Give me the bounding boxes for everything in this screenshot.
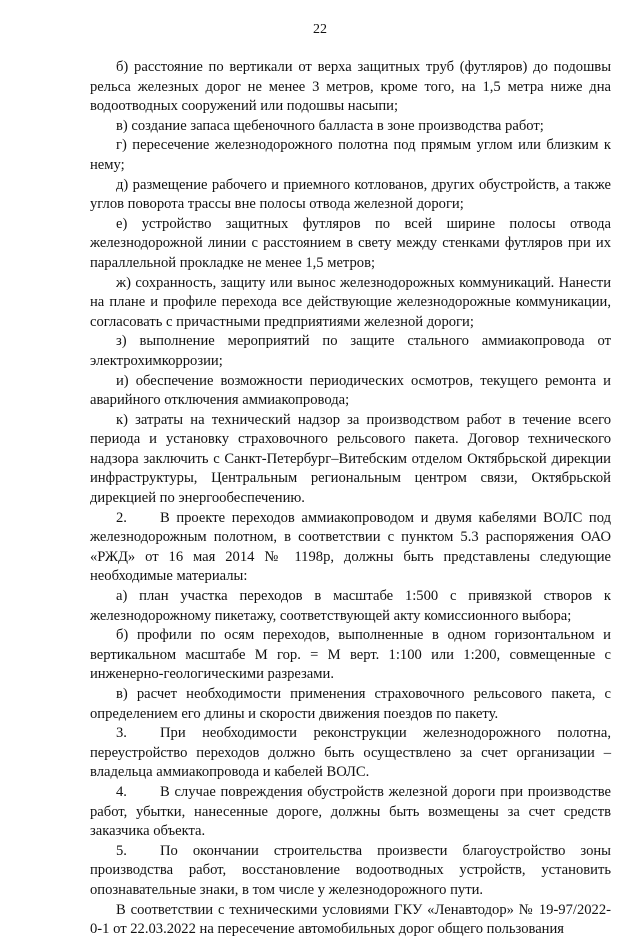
paragraph-number: 2. xyxy=(116,509,127,526)
paragraph-2-project-materials xyxy=(90,509,611,587)
paragraph-text: д) размещение рабочего и приемного котлованов, других обустройств, а также углов поворота трассы вне полосы отвода железной дороги; xyxy=(90,176,611,213)
paragraph-text: в) создание запаса щебеночного балласта в зоне производства работ; xyxy=(116,117,544,134)
paragraph-e-casings xyxy=(90,215,611,274)
paragraph-b-vertical-distance xyxy=(90,58,611,117)
paragraph-v-ballast xyxy=(90,117,611,137)
paragraph-number: 4. xyxy=(116,783,127,800)
paragraph-d-pits xyxy=(90,176,611,215)
paragraph-text: В случае повреждения обустройств железной дороги при производстве работ, убытки, нанесенные дороге, должны быть возмещены за счет средств заказчика объекта. xyxy=(90,783,611,840)
paragraph-5-landscaping xyxy=(90,842,611,901)
page-number: 22 xyxy=(313,22,327,37)
paragraph-number: 5. xyxy=(116,842,127,859)
paragraph-lenavtodor-conditions xyxy=(90,901,611,940)
paragraph-4-damage xyxy=(90,783,611,842)
paragraph-text: б) профили по осям переходов, выполненные в одном горизонтальном и вертикальном масштабе М гор. = М верт. 1:100 или 1:200, совмещенные с инженерно-геологическими разрезами. xyxy=(90,627,611,683)
paragraph-g-crossing-angle xyxy=(90,136,611,175)
paragraph-text: При необходимости реконструкции железнодорожного полотна, переустройство переходов должно быть осуществлено за счет организации – владельца аммиакопровода и кабелей ВОЛС. xyxy=(90,725,611,781)
paragraph-text: В проекте переходов аммиакопроводом и двумя кабелями ВОЛС под железнодорожным полотном, в соответствии с пунктом 5.3 распоряжения ОАО «РЖД» от 16 мая 2014 № 1198р, должны быть представлены следующие необходимые материалы: xyxy=(90,509,611,585)
paragraph-text: в) расчет необходимости применения страховочного рельсового пакета, с определением его длины и скорости движения поездов по пакету. xyxy=(90,686,611,722)
paragraph-number: 3. xyxy=(116,725,127,742)
paragraph-zh-communications xyxy=(90,274,611,333)
paragraph-text: В соответствии с техническими условиями ГКУ «Ленавтодор» № 19-97/2022-0-1 от 22.03.2022 на пересечение автомобильных дорог общего пользования xyxy=(90,901,611,938)
paragraph-text: з) выполнение мероприятий по защите стального аммиакопровода от электрохимкоррозии; xyxy=(90,333,611,369)
paragraph-b-profiles xyxy=(90,626,611,685)
paragraph-text: б) расстояние по вертикали от верха защитных труб (футляров) до подошвы рельса железных дорог не менее 3 метров, кроме того, на 1,5 метра ниже дна водоотводных сооружений или подошвы насыпи; xyxy=(90,59,611,115)
paragraph-z-corrosion xyxy=(90,332,611,371)
paragraph-text: е) устройство защитных футляров по всей ширине полосы отвода железнодорожной линии с расстоянием в свету между стенками футляров при их параллельной прокладке не менее 1,5 метров; xyxy=(90,215,611,271)
paragraph-a-site-plan xyxy=(90,587,611,626)
paragraph-3-reconstruction xyxy=(90,724,611,783)
paragraph-v-rail-package xyxy=(90,685,611,724)
paragraph-text: к) затраты на технический надзор за производством работ в течение всего периода и установку страховочного рельсового пакета. Договор технического надзора заключить с Санкт-Петербург–Витебским отделом Октябрьской дирекции инфраструктуры, Центральным региональным центром связи, Октябрьской дирекцией по энергообеспечению. xyxy=(90,411,611,507)
paragraph-k-supervision xyxy=(90,411,611,509)
paragraph-text: а) план участка переходов в масштабе 1:500 с привязкой створов к железнодорожному пикетажу, соответствующей акту комиссионного выбора; xyxy=(90,588,611,624)
paragraph-text: г) пересечение железнодорожного полотна под прямым углом или близким к нему; xyxy=(90,137,611,173)
paragraph-text: и) обеспечение возможности периодических осмотров, текущего ремонта и аварийного отключения аммиакопровода; xyxy=(90,372,611,409)
paragraph-text: ж) сохранность, защиту или вынос железнодорожных коммуникаций. Нанести на плане и профиле перехода все действующие железнодорожные коммуникации, согласовать с причастными предприятиями железной дороги; xyxy=(90,274,611,330)
paragraph-text: По окончании строительства произвести благоустройство зоны производства работ, восстановление водоотводных устройств, установить опознавательные знаки, в том числе у железнодорожного пути. xyxy=(90,842,611,898)
document-body xyxy=(90,58,611,940)
paragraph-i-inspection xyxy=(90,372,611,411)
